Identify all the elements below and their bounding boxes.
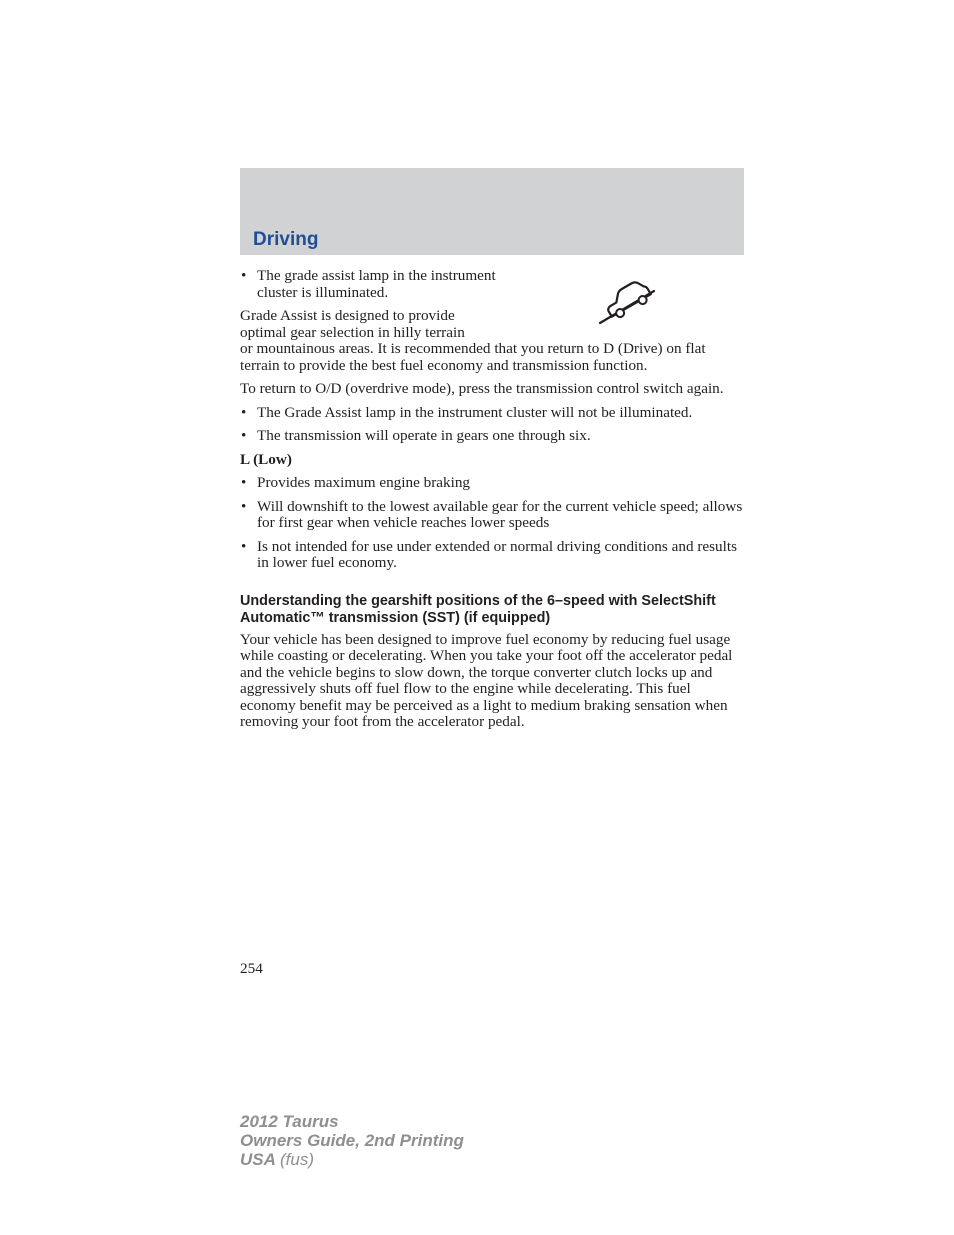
grade-assist-paragraph-rest: or mountainous areas. It is recommended that you return to D (Drive) on flat terrain to provide the best fuel economy and transmission function.: [240, 340, 706, 374]
sst-paragraph: Your vehicle has been designed to improve fuel economy by reducing fuel usage while coasting or decelerating. When you take your foot off the accelerator pedal and the vehicle begins to slow down, the torque converter clutch locks up and aggressively shuts off fuel flow to the engine while decelerating. This fuel economy benefit may be perceived as a light to medium braking sensation when removing your foot from the accelerator pedal.: [240, 630, 733, 730]
return-od-paragraph: To return to O/D (overdrive mode), press the transmission control switch again.: [240, 380, 724, 397]
footer-publication-info: [240, 1112, 464, 1169]
low-heading: L (Low): [240, 450, 292, 468]
page-content: [240, 268, 744, 738]
page-number: 254: [240, 960, 263, 977]
bullet-downshift: • Will downshift to the lowest available gear for the current vehicle speed; allows for first gear when vehicle reaches lower speeds: [240, 499, 744, 532]
footer-line-region: [240, 1150, 464, 1169]
section-header-band: [240, 168, 744, 255]
bullet-not-intended: • Is not intended for use under extended or normal driving conditions and results in lower fuel economy.: [240, 539, 744, 572]
footer-region: USA: [240, 1150, 276, 1169]
bullet-gears-one-six: • The transmission will operate in gears one through six.: [240, 428, 744, 445]
bullet-engine-braking: • Provides maximum engine braking: [240, 475, 744, 492]
footer-line-model: 2012 Taurus: [240, 1112, 339, 1131]
sst-heading: Understanding the gearshift positions of the 6–speed with SelectShift Automatic™ transmission (SST) (if equipped): [240, 592, 716, 626]
footer-region-code: (fus): [280, 1150, 314, 1169]
section-title: Driving: [253, 229, 319, 250]
footer-line-guide: Owners Guide, 2nd Printing: [240, 1131, 464, 1150]
grade-assist-paragraph-start: Grade Assist is designed to provide optimal gear selection in hilly terrain: [240, 307, 465, 341]
bullet-grade-lamp-on: • The grade assist lamp in the instrument cluster is illuminated.: [240, 268, 502, 301]
bullet-lamp-off: • The Grade Assist lamp in the instrument cluster will not be illuminated.: [240, 405, 744, 422]
